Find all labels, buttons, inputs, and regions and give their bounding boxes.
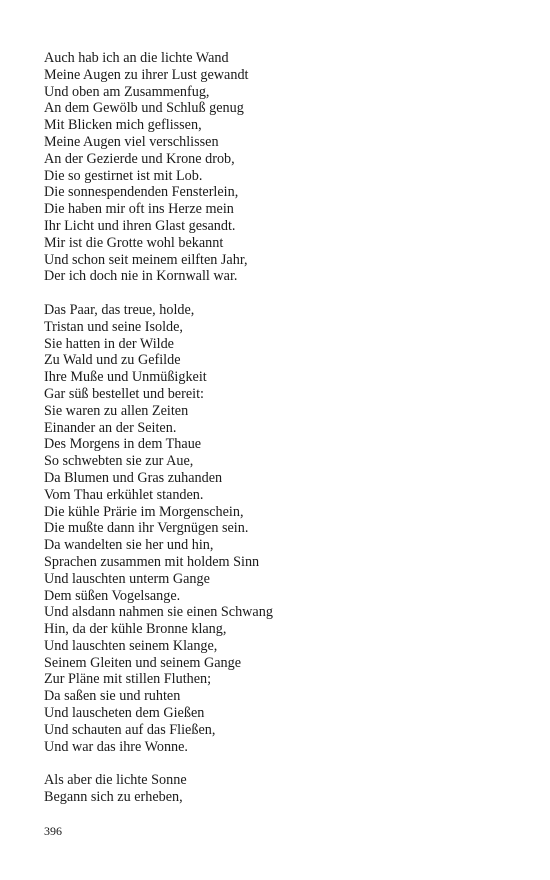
stanza (44, 50, 514, 285)
verse-line: An dem Gewölb und Schluß genug (44, 100, 244, 117)
verse-line: Und lauscheten dem Gießen (44, 705, 205, 722)
stanza (44, 302, 514, 756)
verse-line: Und lauschten unterm Gange (44, 570, 210, 587)
verse-line: Begann sich zu erheben, (44, 789, 183, 806)
verse-line: Und schon seit meinem eilften Jahr, (44, 251, 248, 268)
verse-line: Zu Wald und zu Gefilde (44, 352, 181, 369)
verse-line: Da wandelten sie her und hin, (44, 537, 214, 554)
verse-line: Die haben mir oft ins Herze mein (44, 201, 234, 218)
verse-line: So schwebten sie zur Aue, (44, 453, 194, 470)
verse-line: Die so gestirnet ist mit Lob. (44, 167, 203, 184)
verse-line: Des Morgens in dem Thaue (44, 436, 202, 453)
verse-line: Die kühle Prärie im Morgenschein, (44, 503, 244, 520)
verse-line: Da Blumen und Gras zuhanden (44, 469, 223, 486)
verse-line: Und schauten auf das Fließen, (44, 721, 216, 738)
verse-line: Und alsdann nahmen sie einen Schwang (44, 604, 273, 621)
verse-line: Das Paar, das treue, holde, (44, 301, 195, 318)
verse-line: Die mußte dann ihr Vergnügen sein. (44, 520, 249, 537)
verse-line: Sprachen zusammen mit holdem Sinn (44, 553, 260, 570)
verse-line: Und lauschten seinem Klange, (44, 637, 218, 654)
stanza (44, 772, 514, 806)
verse-line: Tristan und seine Isolde, (44, 318, 183, 335)
verse-line: Sie waren zu allen Zeiten (44, 402, 189, 419)
verse-line: Der ich doch nie in Kornwall war. (44, 268, 238, 285)
verse-line: Als aber die lichte Sonne (44, 772, 187, 789)
verse-line: Meine Augen viel verschlissen (44, 133, 219, 150)
verse-line: An der Gezierde und Krone drob, (44, 150, 235, 167)
verse-line: Da saßen sie und ruhten (44, 688, 181, 705)
verse-line: Die sonnespendenden Fensterlein, (44, 184, 239, 201)
verse-line: Mit Blicken mich geflissen, (44, 117, 202, 134)
page-number: 396 (44, 824, 62, 838)
verse-line: Vom Thau erkühlet standen. (44, 486, 204, 503)
verse-line: Mir ist die Grotte wohl bekannt (44, 234, 224, 251)
verse-line: Und oben am Zusammenfug, (44, 83, 210, 100)
verse-line: Zur Pläne mit stillen Fluthen; (44, 671, 212, 688)
verse-line: Gar süß bestellet und bereit: (44, 385, 204, 402)
verse-line: Einander an der Seiten. (44, 419, 177, 436)
verse-line: Ihre Muße und Unmüßigkeit (44, 369, 207, 386)
verse-line: Seinem Gleiten und seinem Gange (44, 654, 241, 671)
verse-line: Dem süßen Vogelsange. (44, 587, 181, 604)
verse-line: Auch hab ich an die lichte Wand (44, 50, 229, 66)
verse-line: Und war das ihre Wonne. (44, 738, 188, 755)
verse-line: Sie hatten in der Wilde (44, 335, 174, 352)
verse-line: Hin, da der kühle Bronne klang, (44, 621, 227, 638)
verse-line: Meine Augen zu ihrer Lust gewandt (44, 66, 249, 83)
verse-line: Ihr Licht und ihren Glast gesandt. (44, 217, 236, 234)
poem-text (44, 50, 514, 823)
